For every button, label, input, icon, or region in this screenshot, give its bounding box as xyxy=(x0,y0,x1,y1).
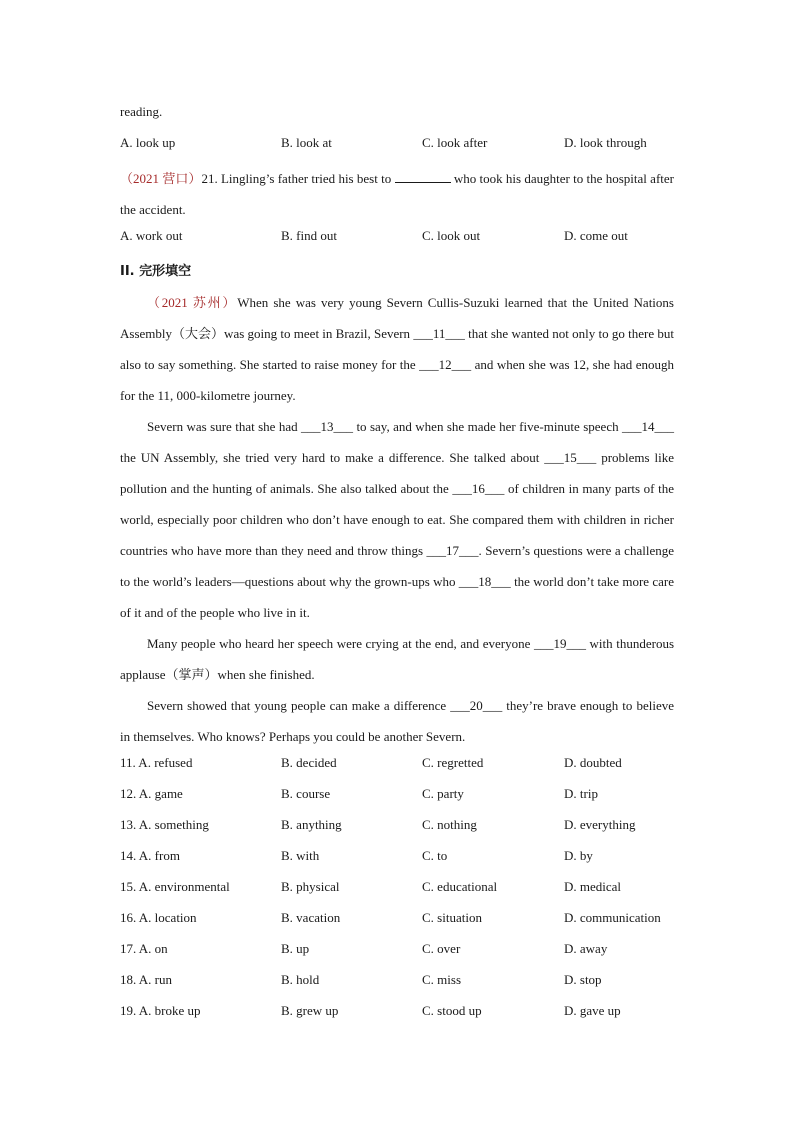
option-b: B. physical xyxy=(281,879,340,894)
option-d: D. everything xyxy=(564,817,636,832)
option-row xyxy=(120,938,674,969)
question-text-before: 21. Lingling’s father tried his best to xyxy=(201,171,392,186)
passage-paragraph-1 xyxy=(120,287,674,411)
option-c: C. miss xyxy=(422,972,462,987)
option-b: B. up xyxy=(281,941,310,956)
option-c: C. over xyxy=(422,941,461,956)
option-d: D. stop xyxy=(564,972,602,987)
paragraph-text: When she was very young Severn Cullis-Suzuki learned that the United Nations Assembly（大会）was going to meet in Brazil, Severn ___11___ that she wanted not only to go there but also to say something. She started to raise money for the ___12___ and when she was 12, she had enough for the 11, 000-kilometre journey. xyxy=(120,295,674,403)
passage-paragraph-4: Severn showed that young people can make a difference ___20___ they’re brave enough to believe in themselves. Who knows? Perhaps you could be another Severn. xyxy=(120,698,674,744)
option-d: D. away xyxy=(564,941,608,956)
prev-question-tail: reading. xyxy=(120,104,163,119)
option-b: B. hold xyxy=(281,972,320,987)
passage-source: （2021 苏州） xyxy=(147,295,238,310)
option-d: D. gave up xyxy=(564,1003,621,1018)
option-c: C. regretted xyxy=(422,755,484,770)
option-c: C. stood up xyxy=(422,1003,482,1018)
option-a: 17. A. on xyxy=(120,941,168,956)
option-row xyxy=(120,876,674,907)
option-c: C. look after xyxy=(422,135,488,150)
option-b: B. vacation xyxy=(281,910,341,925)
option-a: A. work out xyxy=(120,228,183,243)
option-a: 12. A. game xyxy=(120,786,183,801)
prev-question-options xyxy=(120,132,674,163)
question-source: （2021 营口） xyxy=(120,171,202,186)
option-a: 14. A. from xyxy=(120,848,180,863)
option-b: B. course xyxy=(281,786,331,801)
option-row xyxy=(120,752,674,783)
option-a: 19. A. broke up xyxy=(120,1003,201,1018)
question-text-after: who took his daughter to the hospital after the accident. xyxy=(120,171,674,217)
option-d: D. come out xyxy=(564,228,628,243)
question-21 xyxy=(120,163,674,225)
answer-blank xyxy=(395,170,451,183)
option-a: 16. A. location xyxy=(120,910,197,925)
option-row xyxy=(120,814,674,845)
option-row xyxy=(120,1000,674,1031)
option-c: C. nothing xyxy=(422,817,477,832)
passage-paragraph-3: Many people who heard her speech were crying at the end, and everyone ___19___ with thunderous applause（掌声）when she finished. xyxy=(120,636,674,682)
cloze-options xyxy=(120,752,674,1031)
option-d: D. trip xyxy=(564,786,598,801)
option-row xyxy=(120,907,674,938)
option-a: 11. A. refused xyxy=(120,755,193,770)
option-b: B. grew up xyxy=(281,1003,339,1018)
option-d: D. by xyxy=(564,848,593,863)
document-page xyxy=(120,101,674,1031)
option-c: C. look out xyxy=(422,228,481,243)
option-row xyxy=(120,783,674,814)
option-row xyxy=(120,845,674,876)
option-c: C. party xyxy=(422,786,464,801)
option-a: 13. A. something xyxy=(120,817,209,832)
option-b: B. look at xyxy=(281,135,332,150)
option-d: D. look through xyxy=(564,135,647,150)
option-a: 15. A. environmental xyxy=(120,879,230,894)
option-b: B. with xyxy=(281,848,320,863)
section-heading: II. 完形填空 xyxy=(120,264,192,279)
option-d: D. doubted xyxy=(564,755,622,770)
option-a: A. look up xyxy=(120,135,176,150)
option-row xyxy=(120,969,674,1000)
option-a: 18. A. run xyxy=(120,972,172,987)
option-c: C. educational xyxy=(422,879,498,894)
option-c: C. to xyxy=(422,848,448,863)
option-d: D. communication xyxy=(564,910,661,925)
option-b: B. anything xyxy=(281,817,342,832)
passage-paragraph-2: Severn was sure that she had ___13___ to say, and when she made her five-minute speech ___14___ the UN Assembly, she tried very hard to make a difference. She talked about ___15___ problems like pollution and the hunting of animals. She also talked about the ___16___ of children in many parts of the world, especially poor children who don’t have enough to eat. She compared them with children in richer countries who have more than they need and throw things ___17___. Severn’s questions were a challenge to the world’s leaders—questions about why the grown-ups who ___18___ the world don’t take more care of it and of the people who live in it. xyxy=(120,419,674,620)
option-b: B. decided xyxy=(281,755,337,770)
option-c: C. situation xyxy=(422,910,482,925)
question-21-options xyxy=(120,225,674,256)
option-d: D. medical xyxy=(564,879,622,894)
option-b: B. find out xyxy=(281,228,337,243)
